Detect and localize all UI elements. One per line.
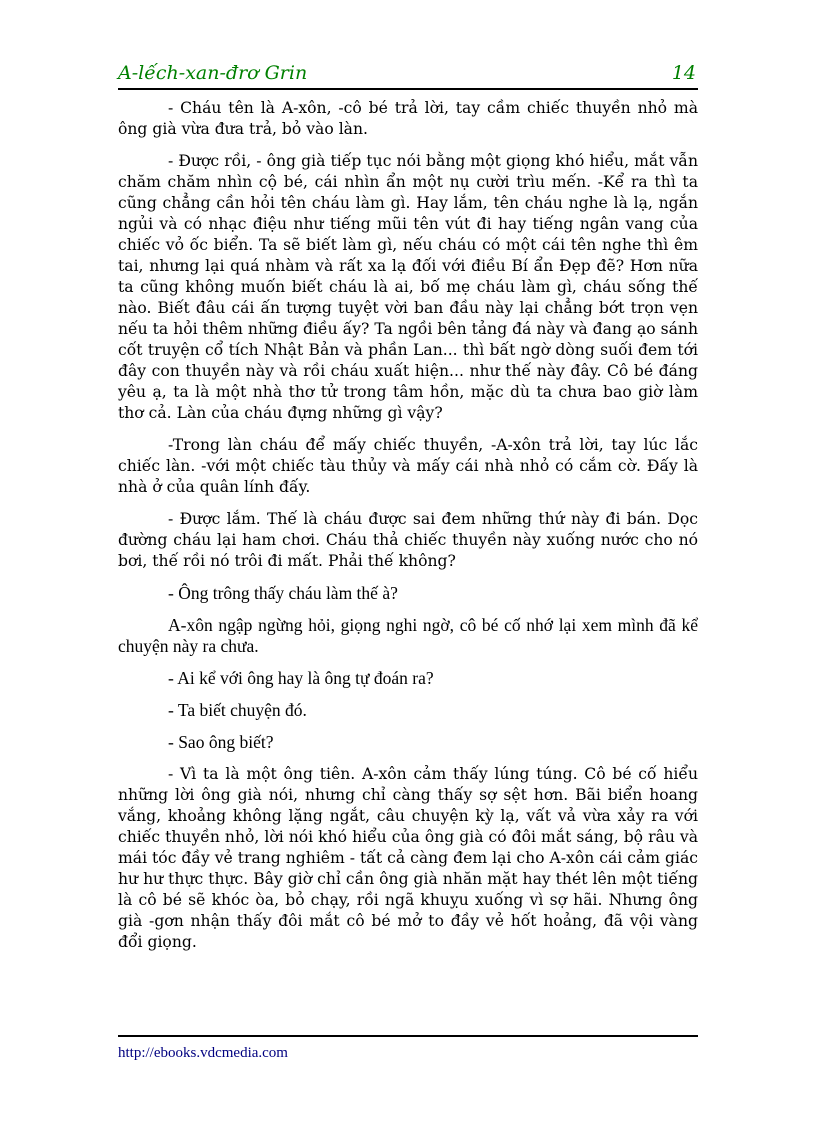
- page-footer: [118, 1035, 698, 1062]
- paragraph: - Được lắm. Thế là cháu được sai đem những thứ này đi bán. Dọc đường cháu lại ham chơi. Cháu thả chiếc thuyền này xuống nước cho nó bơi, thế rồi nó trôi đi mất. Phải thế không?: [118, 510, 698, 570]
- paragraph: - Sao ông biết?: [168, 732, 274, 752]
- paragraph: - Ta biết chuyện đó.: [168, 700, 307, 720]
- paragraph: - Ông trông thấy cháu làm thế à?: [168, 583, 398, 603]
- paragraph: - Ai kể với ông hay là ông tự đoán ra?: [168, 668, 434, 688]
- paragraph: - Vì ta là một ông tiên. A-xôn cảm thấy lúng túng. Cô bé cố hiểu những lời ông già nói, nhưng chỉ càng thấy sợ sệt hơn. Bãi biển hoang vắng, khoảng không lặng ngắt, câu chuyện kỳ lạ, vất vả vừa xảy ra với chiếc thuyền nhỏ, lời nói khó hiểu của ông già có đôi mắt sáng, bộ râu và mái tóc đầy vẻ trang nghiêm - tất cả càng đem lại cho A-xôn cái cảm giác hư hư thực thực. Bây giờ chỉ cần ông già nhăn mặt hay thét lên một tiếng là cô bé sẽ khóc òa, bỏ chạy, rồi ngã khuỵu xuống vì sợ hãi. Nhưng ông già -gơn nhận thấy đôi mắt cô bé mở to đầy vẻ hốt hoảng, đã vội vàng đổi giọng.: [118, 765, 698, 951]
- book-author-title: A-lếch-xan-đrơ Grin: [118, 62, 308, 84]
- paragraph: A-xôn ngập ngừng hỏi, giọng nghi ngờ, cô bé cố nhớ lại xem mình đã kể chuyện này ra chưa.: [118, 615, 698, 656]
- page-number: 14: [671, 62, 696, 84]
- footer-url-link[interactable]: http://ebooks.vdcmedia.com: [118, 1045, 288, 1061]
- paragraph: -Trong làn cháu để mấy chiếc thuyền, -A-xôn trả lời, tay lúc lắc chiếc làn. -với một chiếc tàu thủy và mấy cái nhà nhỏ có cắm cờ. Đấy là nhà ở của quân lính đấy.: [118, 436, 698, 496]
- paragraph: - Cháu tên là A-xôn, -cô bé trả lời, tay cầm chiếc thuyền nhỏ mà ông già vừa đưa trả, bỏ vào làn.: [118, 99, 698, 138]
- page-header: [118, 58, 698, 90]
- paragraph: - Được rồi, - ông già tiếp tục nói bằng một giọng khó hiểu, mắt vẫn chăm chăm nhìn cộ bé, cái nhìn ẩn một nụ cười trìu mến. -Kể ra thì ta cũng chẳng cần hỏi tên cháu làm gì. Hay lắm, tên cháu nghe là lạ, ngắn ngủi và có nhạc điệu như tiếng mũi tên vút đi hay tiếng ngân vang của chiếc vỏ ốc biển. Ta sẽ biết làm gì, nếu cháu có một cái tên nghe thì êm tai, nhưng lại quá nhàm và rất xa lạ đối với điều Bí ẩn Đẹp đẽ? Hơn nữa ta cũng không muốn biết cháu là ai, bố mẹ cháu làm gì, cháu sống thế nào. Biết đâu cái ấn tượng tuyệt vời ban đầu này lại chẳng bớt trọn vẹn nếu ta hỏi thêm những điều ấy? Ta ngồi bên tảng đá này và đang ạo sánh cốt truyện cổ tích Nhật Bản và phần Lan... thì bất ngờ dòng suối đem tới đây con thuyền này và rồi cháu xuất hiện... như thế này đây. Cô bé đáng yêu ạ, ta là một nhà thơ tử trong tâm hồn, mặc dù ta chưa bao giờ làm thơ cả. Làn của cháu đựng những gì vậy?: [118, 152, 698, 422]
- page-body: [118, 98, 698, 964]
